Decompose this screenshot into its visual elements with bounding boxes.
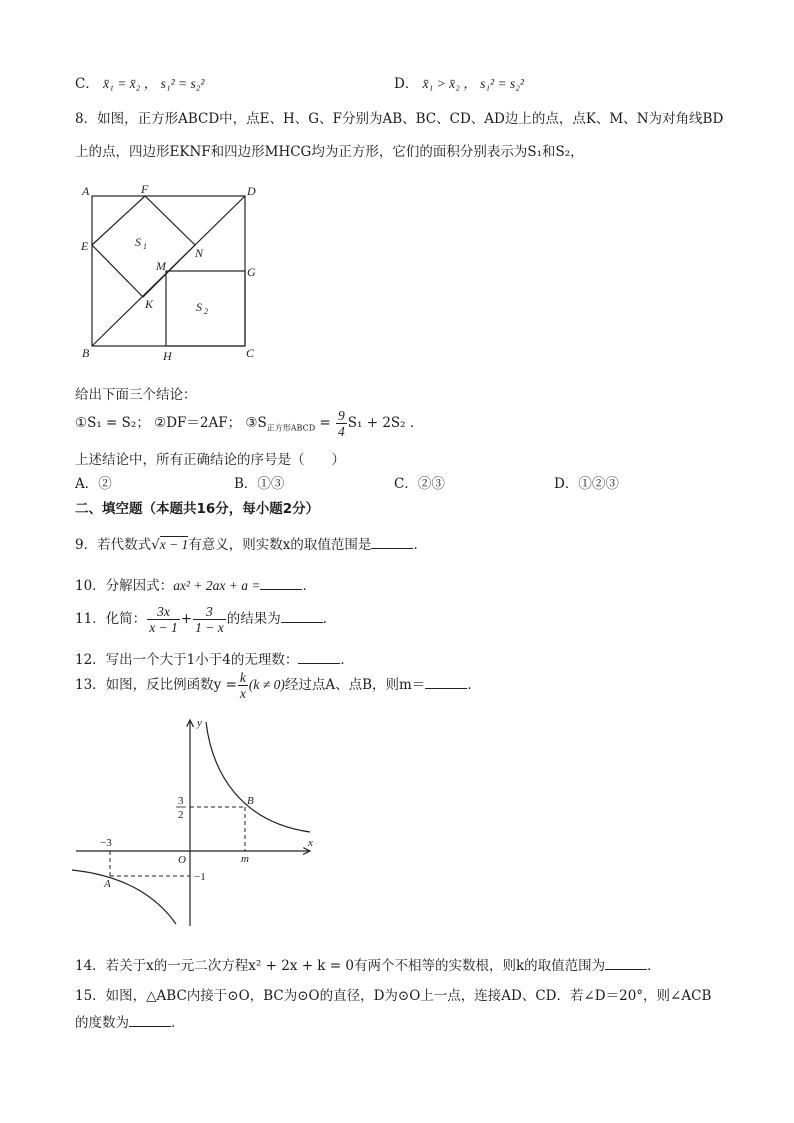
q8-conclusion-3-s: ③S [245, 415, 267, 431]
label-c: C [246, 346, 255, 360]
q15-end: ． [171, 1015, 185, 1031]
q10-pre: 10．分解因式： [75, 578, 174, 594]
label-a: A [82, 184, 90, 198]
label-h: H [163, 349, 172, 363]
q12-text: 12．写出一个大于1小于4的无理数： [75, 652, 299, 668]
curve-branch-right [206, 722, 310, 832]
q13-den: x [239, 686, 246, 701]
label-k: K [145, 297, 154, 311]
label-f: F [141, 182, 149, 196]
q11-den2: 1 − x [195, 620, 224, 635]
q13 [75, 670, 481, 701]
q7-option-d [394, 72, 524, 92]
q11-fraction-1 [147, 604, 180, 635]
q8-frac-num: 9 [338, 408, 345, 423]
q15-answer-blank[interactable] [129, 1014, 171, 1027]
q13-answer-blank[interactable] [425, 676, 467, 689]
q8-conclusions [75, 408, 423, 439]
q8-option-c: C．②③ [394, 476, 445, 492]
label-neg3: −3 [100, 837, 112, 849]
label-y: y [197, 717, 202, 729]
q11 [75, 604, 336, 635]
label-s1-sub: 1 [143, 242, 147, 251]
label-x: x [308, 837, 313, 849]
label-s2: S [196, 300, 202, 314]
q7-option-c [75, 72, 204, 92]
q8-conclusion-3-rest: S₁ + 2S₂ ． [347, 415, 424, 431]
q8-square-figure [75, 180, 275, 365]
q11-post: 的结果为 [226, 611, 281, 627]
q8-option-d: D．①②③ [554, 476, 619, 492]
q14-end: ． [647, 958, 661, 974]
q11-end: ． [322, 611, 337, 627]
q14-text: 14．若关于x的一元二次方程x² + 2x + k = 0有两个不相等的实数根，则k的取值范围为 [75, 958, 606, 974]
q13-graph [70, 712, 330, 930]
q8-stem-line2: 上的点，四边形EKNF和四边形MHCG均为正方形，它们的面积分别表示为S₁和S₂， [75, 144, 584, 160]
q8-stem-line1: 8．如图，正方形ABCD中，点E、H、G、F分别为AB、BC、CD、AD边上的点，点K、M、N为对角线BD [75, 111, 724, 127]
q9-end: ． [413, 537, 427, 553]
sqrt-symbol-icon: √ [151, 537, 160, 553]
q10-end: ． [302, 578, 316, 594]
q14-answer-blank[interactable] [605, 957, 647, 970]
label-m: M [156, 259, 166, 273]
q8-conclusion-2: ②DF＝2AF； [154, 415, 242, 431]
q7-option-d-expr: x̄₁ > x̄₂ ， s₁² = s₂² [422, 76, 524, 91]
label-g: G [247, 265, 256, 279]
q11-num2: 3 [193, 604, 226, 620]
label-s1: S [135, 235, 141, 249]
q14 [75, 954, 661, 974]
label-d: D [247, 184, 256, 198]
q9 [75, 533, 427, 553]
q10-expr: ax² + 2ax + a = [173, 578, 261, 593]
label-neg1: −1 [194, 871, 206, 883]
q13-fraction [238, 670, 248, 701]
label-a: A [104, 878, 111, 890]
q9-pre: 9．若代数式 [75, 537, 152, 553]
q10-answer-blank[interactable] [260, 577, 302, 590]
q13-num: k [239, 670, 246, 685]
q8-conclusion-3-sub: 正方形ABCD [266, 423, 316, 433]
curve-branch-left [72, 870, 176, 924]
q11-answer-blank[interactable] [281, 610, 323, 623]
q8-fraction-9-4 [336, 408, 347, 439]
q7-option-c-label: C． [75, 76, 99, 92]
q13-end: ． [467, 677, 481, 693]
section-2-heading: 二、填空题（本题共16分，每小题2分） [75, 501, 320, 517]
q11-plus: + [180, 611, 193, 627]
q8-option-a: A．② [75, 476, 112, 492]
label-e: E [81, 239, 89, 253]
q15-line2 [75, 1011, 185, 1031]
q9-post: 有意义，则实数x的取值范围是 [188, 537, 372, 553]
q11-fraction-2 [193, 604, 226, 635]
label-o: O [178, 854, 186, 866]
q12-end: ． [340, 652, 354, 668]
q8-conclusion-1: ①S₁ = S₂； [75, 415, 150, 431]
q15-line2-text: 的度数为 [75, 1015, 129, 1031]
q11-den1: x − 1 [149, 620, 178, 635]
label-s2-sub: 2 [204, 307, 208, 316]
q8-frac-den: 4 [338, 424, 345, 439]
q11-num1: 3x [147, 604, 180, 620]
label-three: 3 [178, 795, 184, 807]
label-two: 2 [178, 809, 184, 821]
label-b: B [82, 346, 90, 360]
q13-post: 经过点A、点B，则m＝ [284, 677, 426, 693]
q9-radicand: x − 1 [159, 537, 189, 552]
q12 [75, 648, 354, 668]
q7-option-c-expr: x̄₁ = x̄₂ ， s₁² = s₂² [103, 76, 205, 91]
q9-answer-blank[interactable] [371, 536, 413, 549]
q8-conclusion-3-eq: = [315, 415, 336, 431]
q13-cond: (k ≠ 0) [248, 677, 285, 692]
label-b: B [247, 795, 254, 807]
q11-pre: 11．化简： [75, 611, 147, 627]
q7-option-d-label: D． [394, 76, 419, 92]
q13-pre: 13．如图，反比例函数y = [75, 677, 237, 693]
q15-line1: 15．如图，△ABC内接于⊙O，BC为⊙O的直径，D为⊙O上一点，连接AD、CD．若∠D＝20°，则∠ACB [75, 988, 712, 1004]
label-n: N [195, 246, 204, 260]
q8-intro: 给出下面三个结论： [75, 387, 197, 403]
q8-question: 上述结论中，所有正确结论的序号是（ ） [75, 452, 345, 468]
label-m: m [241, 853, 249, 865]
q10 [75, 574, 316, 594]
q12-answer-blank[interactable] [298, 651, 340, 664]
q8-option-b: B．①③ [234, 476, 285, 492]
